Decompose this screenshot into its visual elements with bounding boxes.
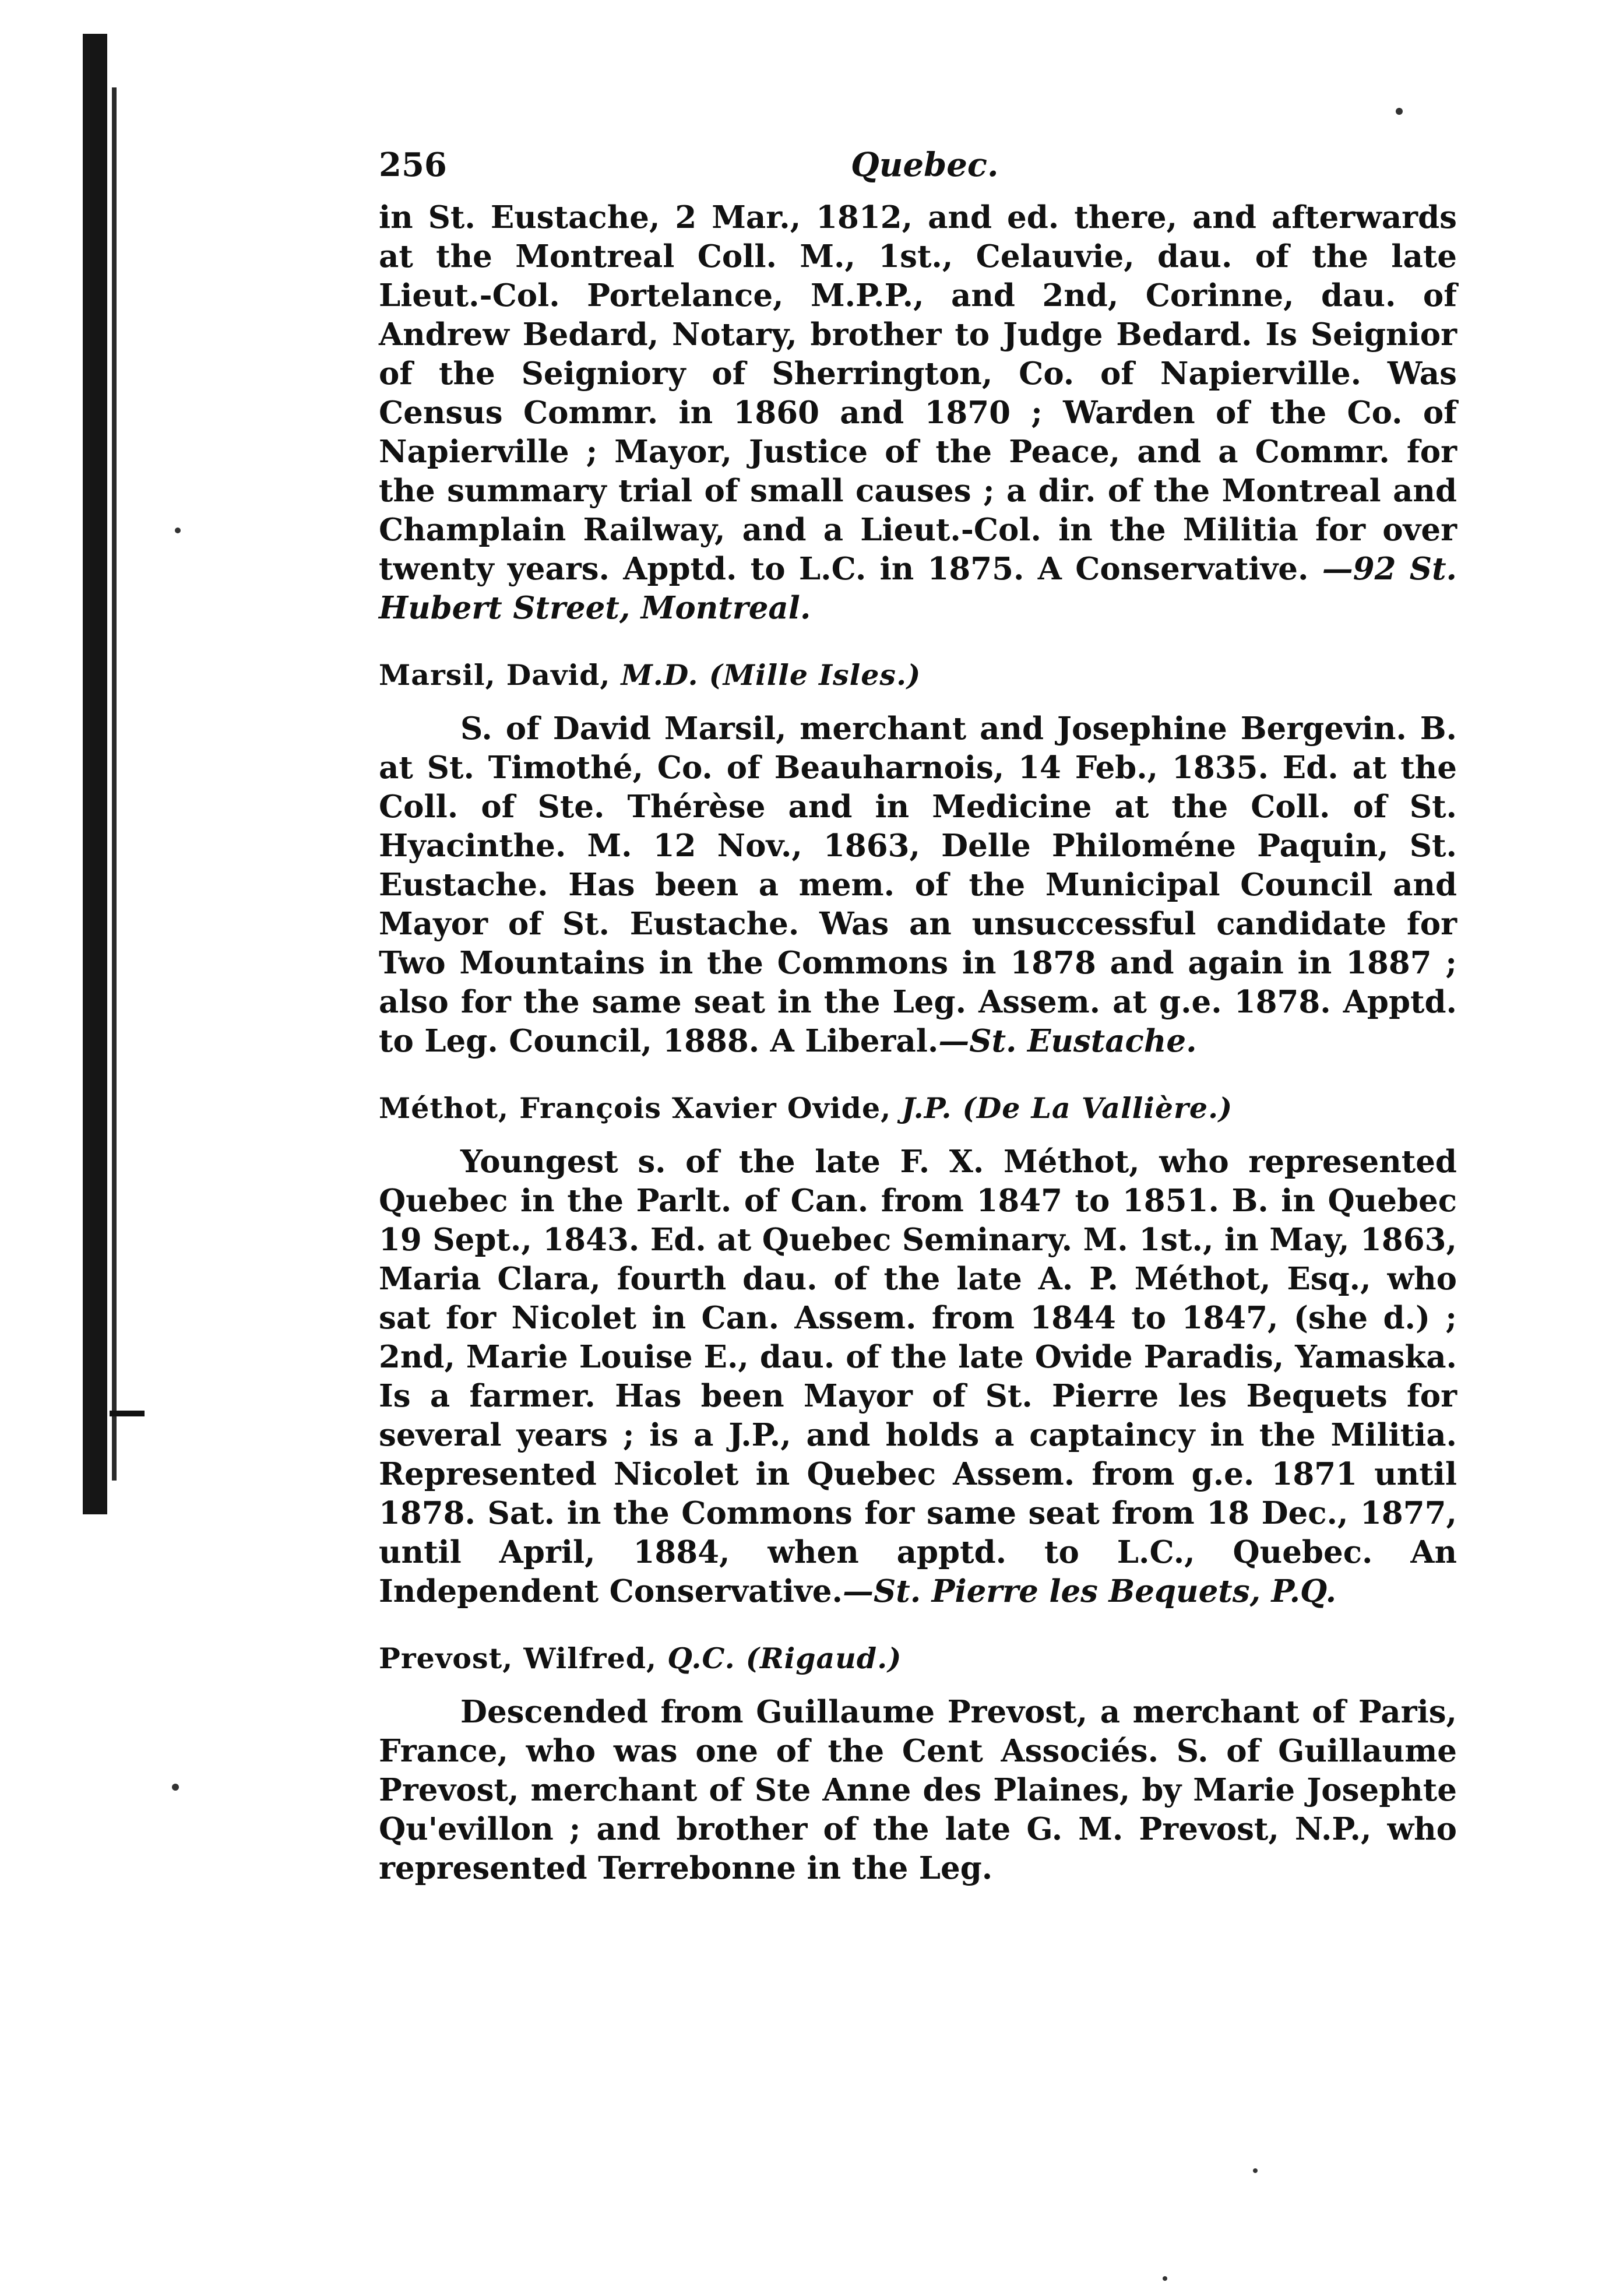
page-header [379, 146, 1457, 198]
entry-address: —St. Pierre les Bequets, P.Q. [842, 1573, 1337, 1609]
entry-name: Méthot, François Xavier Ovide, [379, 1091, 892, 1125]
scan-speck [172, 1784, 179, 1791]
continued-entry-address: —92 St. Hubert Street, Montreal. [379, 551, 1457, 626]
entry-qualification: M.D. [621, 658, 699, 692]
running-title: Quebec. [851, 146, 999, 184]
entry-heading-prevost [379, 1641, 1457, 1675]
entry-body: S. of David Marsil, merchant and Josephine Bergevin. B. at St. Timothé, Co. of Beauharnois, 14 Feb., 1835. Ed. at the Coll. of Ste. Thérèse and in Medicine at the Coll. of St. Hyacinthe. M. 12 Nov., 1863, Delle Philoméne Paquin, St. Eustache. Has been a mem. of the Municipal Council and Mayor of St. Eustache. Was an unsuccessful candidate for Two Mountains in the Commons in 1878 and again in 1887 ; also for the same seat in the Leg. Assem. at g.e. 1878. Apptd. to Leg. Council, 1888. A Liberal. [379, 711, 1457, 1059]
entry-text-methot [379, 1142, 1457, 1611]
scan-speck [1396, 108, 1403, 115]
continued-entry-body: in St. Eustache, 2 Mar., 1812, and ed. there, and afterwards at the Montreal Coll. M., 1st., Celauvie, dau. of the late Lieut.-Col. Portelance, M.P.P., and 2nd, Corinne, dau. of Andrew Bedard, Notary, brother to Judge Bedard. Is Seignior of the Seigniory of Sherrington, Co. of Napierville. Was Census Commr. in 1860 and 1870 ; Warden of the Co. of Napierville ; Mayor, Justice of the Peace, and a Commr. for the summary trial of small causes ; a dir. of the Montreal and Champlain Railway, and a Lieut.-Col. in the Militia for over twenty years. Apptd. to L.C. in 1875. A Conservative. [379, 199, 1457, 587]
entry-seat: (De La Vallière.) [962, 1091, 1233, 1125]
scan-binding-edge [83, 34, 107, 1514]
entry-name: Marsil, David, [379, 658, 611, 692]
entry-seat: (Rigaud.) [745, 1641, 902, 1675]
entry-name: Prevost, Wilfred, [379, 1641, 657, 1675]
page-number: 256 [379, 146, 447, 184]
scan-mark [110, 1411, 145, 1416]
entry-heading-methot [379, 1091, 1457, 1125]
entry-text-marsil [379, 709, 1457, 1061]
book-page [379, 146, 1457, 1888]
entry-body: Descended from Guillaume Prevost, a merchant of Paris, France, who was one of the Cent Associés. S. of Guillaume Prevost, merchant of Ste Anne des Plaines, by Marie Josephte Qu'evillon ; and brother of the late G. M. Prevost, N.P., who represented Terrebonne in the Leg. [379, 1694, 1457, 1886]
scan-binding-line [112, 87, 117, 1481]
entry-body: Youngest s. of the late F. X. Méthot, who represented Quebec in the Parlt. of Can. from 1847 to 1851. B. in Quebec 19 Sept., 1843. Ed. at Quebec Seminary. M. 1st., in May, 1863, Maria Clara, fourth dau. of the late A. P. Méthot, Esq., who sat for Nicolet in Can. Assem. from 1844 to 1847, (she d.) ; 2nd, Marie Louise E., dau. of the late Ovide Paradis, Yamaska. Is a farmer. Has been Mayor of St. Pierre les Bequets for several years ; is a J.P., and holds a captaincy in the Militia. Represented Nicolet in Quebec Assem. from g.e. 1871 until 1878. Sat. in the Commons for same seat from 18 Dec., 1877, until April, 1884, when apptd. to L.C., Quebec. An Independent Conservative. [379, 1144, 1457, 1609]
scan-speck [1163, 2276, 1167, 2281]
scan-speck [1253, 2168, 1258, 2173]
entry-address: —St. Eustache. [938, 1023, 1197, 1059]
entry-seat: (Mille Isles.) [709, 658, 921, 692]
entry-heading-marsil [379, 658, 1457, 692]
scan-speck [175, 528, 181, 533]
continued-entry-text [379, 198, 1457, 628]
entry-qualification: J.P. [902, 1091, 952, 1125]
entry-text-prevost [379, 1693, 1457, 1888]
entry-qualification: Q.C. [667, 1641, 735, 1675]
